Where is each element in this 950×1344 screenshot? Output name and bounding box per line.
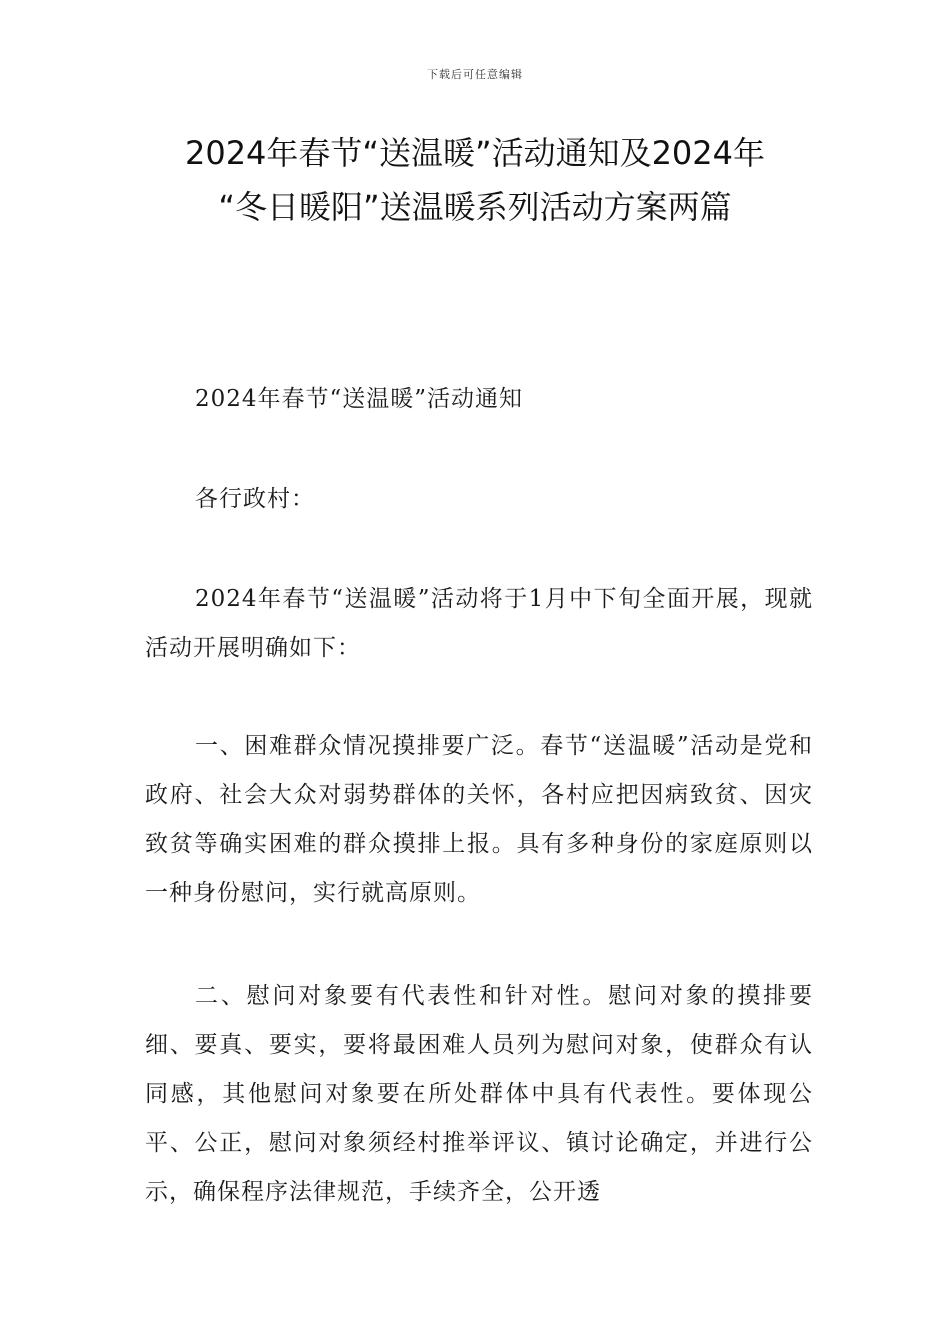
section-two-paragraph: 二、慰问对象要有代表性和针对性。慰问对象的摸排要细、要真、要实，要将最困难人员列为慰问对象，使群众有认同感，其他慰问对象要在所处群体中具有代表性。要体现公平、公正，慰问对象须经村推举评议、镇讨论确定，并进行公示，确保程序法律规范，手续齐全，公开透	[145, 983, 813, 1205]
section-one-block	[145, 722, 813, 918]
header-note: 下载后可任意编辑	[427, 68, 523, 81]
section-one-paragraph: 一、困难群众情况摸排要广泛。春节“送温暖”活动是党和政府、社会大众对弱势群体的关怀，各村应把因病致贫、因灾致贫等确实困难的群众摸排上报。具有多种身份的家庭原则以一种身份慰问，实行就高原则。	[145, 733, 813, 906]
salutation-block	[145, 475, 813, 524]
title-line-2: “冬日暖阳”送温暖系列活动方案两篇	[218, 188, 732, 226]
section-two-block	[145, 972, 813, 1217]
notice-subtitle-block	[145, 375, 813, 424]
intro-block	[145, 575, 813, 673]
title-line-1: 2024年春节“送温暖”活动通知及2024年	[184, 134, 766, 172]
document-title	[0, 126, 950, 234]
notice-subtitle: 2024年春节“送温暖”活动通知	[195, 386, 524, 412]
intro-paragraph: 2024年春节“送温暖”活动将于1月中下旬全面开展，现就活动开展明确如下：	[145, 586, 813, 661]
salutation: 各行政村：	[195, 486, 315, 512]
